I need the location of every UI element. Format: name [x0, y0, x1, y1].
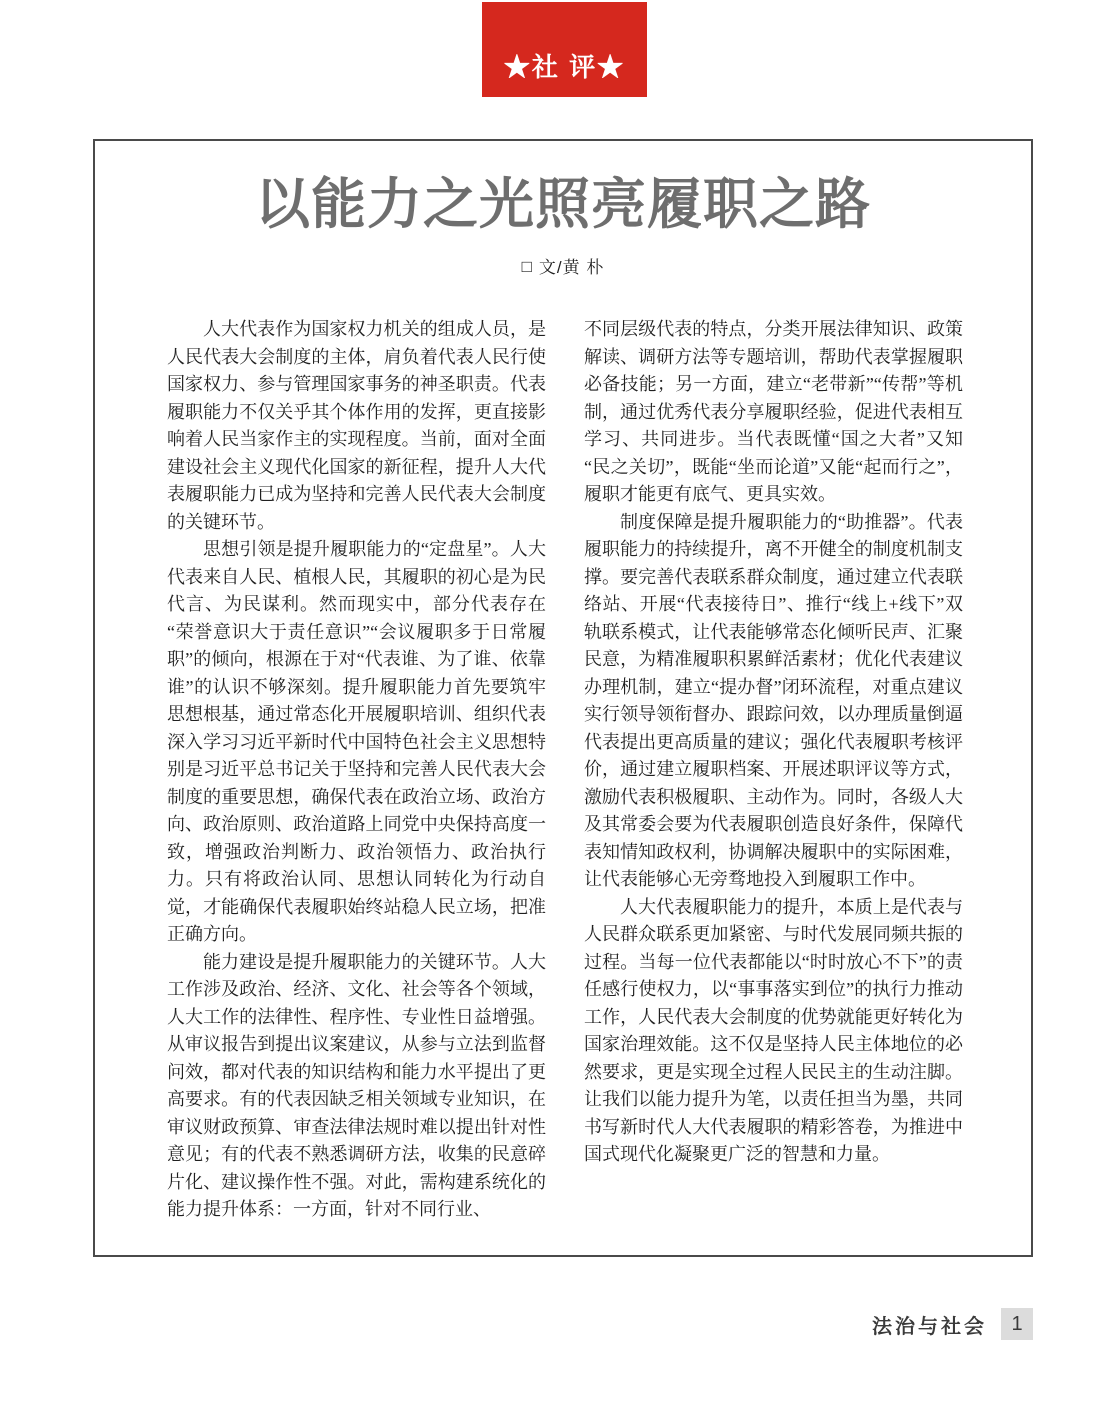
body-paragraph: 思想引领是提升履职能力的“定盘星”。人大代表来自人民、植根人民，其履职的初心是为民代言、为民谋利。然而现实中，部分代表存在“荣誉意识大于责任意识”“会议履职多于日常履职”的倾向，根源在于对“代表谁、为了谁、依靠谁”的认识不够深刻。提升履职能力首先要筑牢思想根基，通过常态化开展履职培训、组织代表深入学习习近平新时代中国特色社会主义思想特别是习近平总书记关于坚持和完善人民代表大会制度的重要思想，确保代表在政治立场、政治方向、政治原则、政治道路上同党中央保持高度一致，增强政治判断力、政治领悟力、政治执行力。只有将政治认同、思想认同转化为行动自觉，才能确保代表履职始终站稳人民立场，把准正确方向。 [167, 539, 546, 944]
body-paragraph: 人大代表作为国家权力机关的组成人员，是人民代表大会制度的主体，肩负着代表人民行使国家权力、参与管理国家事务的神圣职责。代表履职能力不仅关乎其个体作用的发挥，更直接影响着人民当家作主的实现程度。当前，面对全面建设社会主义现代化国家的新征程，提升人大代表履职能力已成为坚持和完善人民代表大会制度的关键环节。 [167, 319, 546, 532]
article-byline [95, 253, 1031, 278]
article-title: 以能力之光照亮履职之路 [254, 173, 871, 235]
byline-author: 文/黄 朴 [538, 258, 605, 277]
page-number-badge: 1 [1001, 1308, 1033, 1340]
body-paragraph: 制度保障是提升履职能力的“助推器”。代表履职能力的持续提升，离不开健全的制度机制支撑。要完善代表联系群众制度，通过建立代表联络站、开展“代表接待日”、推行“线上+线下”双轨联系模式，让代表能够常态化倾听民声、汇聚民意，为精准履职积累鲜活素材；优化代表建议办理机制，建立“提办督”闭环流程，对重点建议实行领导领衔督办、跟踪问效，以办理质量倒逼代表提出更高质量的建议；强化代表履职考核评价，通过建立履职档案、开展述职评议等方式，激励代表积极履职、主动作为。同时，各级人大及其常委会要为代表履职创造良好条件，保障代表知情知政权利，协调解决履职中的实际困难，让代表能够心无旁骛地投入到履职工作中。 [584, 511, 963, 889]
article-body [95, 278, 1031, 1224]
page-footer [872, 1308, 1033, 1340]
byline-square-icon: □ [521, 257, 533, 276]
body-paragraph: 不同层级代表的特点，分类开展法律知识、政策解读、调研方法等专题培训，帮助代表掌握履职必备技能；另一方面，建立“老带新”“传帮”等机制，通过优秀代表分享履职经验，促进代表相互学习、共同进步。当代表既懂“国之大者”又知“民之关切”，既能“坐而论道”又能“起而行之”，履职才能更有底气、更具实效。 [584, 319, 963, 504]
section-banner-label: ★社 评★ [503, 52, 626, 82]
journal-name: 法治与社会 [872, 1315, 987, 1338]
article-box [93, 139, 1033, 1257]
text-column [584, 316, 963, 1224]
text-column [167, 316, 546, 1224]
body-paragraph: 人大代表履职能力的提升，本质上是代表与人民群众联系更加紧密、与时代发展同频共振的过程。当每一位代表都能以“时时放心不下”的责任感行使权力，以“事事落实到位”的执行力推动工作，人民代表大会制度的优势就能更好转化为国家治理效能。这不仅是坚持人民主体地位的必然要求，更是实现全过程人民民主的生动注脚。让我们以能力提升为笔，以责任担当为墨，共同书写新时代人大代表履职的精彩答卷，为推进中国式现代化凝聚更广泛的智慧和力量。 [584, 896, 963, 1164]
body-paragraph: 能力建设是提升履职能力的关键环节。人大工作涉及政治、经济、文化、社会等各个领域，人大工作的法律性、程序性、专业性日益增强。从审议报告到提出议案建议，从参与立法到监督问效，都对代表的知识结构和能力水平提出了更高要求。有的代表因缺乏相关领域专业知识，在审议财政预算、审查法律法规时难以提出针对性意见；有的代表不熟悉调研方法，收集的民意碎片化、建议操作性不强。对此，需构建系统化的能力提升体系：一方面，针对不同行业、 [167, 951, 546, 1219]
section-banner [482, 2, 647, 97]
